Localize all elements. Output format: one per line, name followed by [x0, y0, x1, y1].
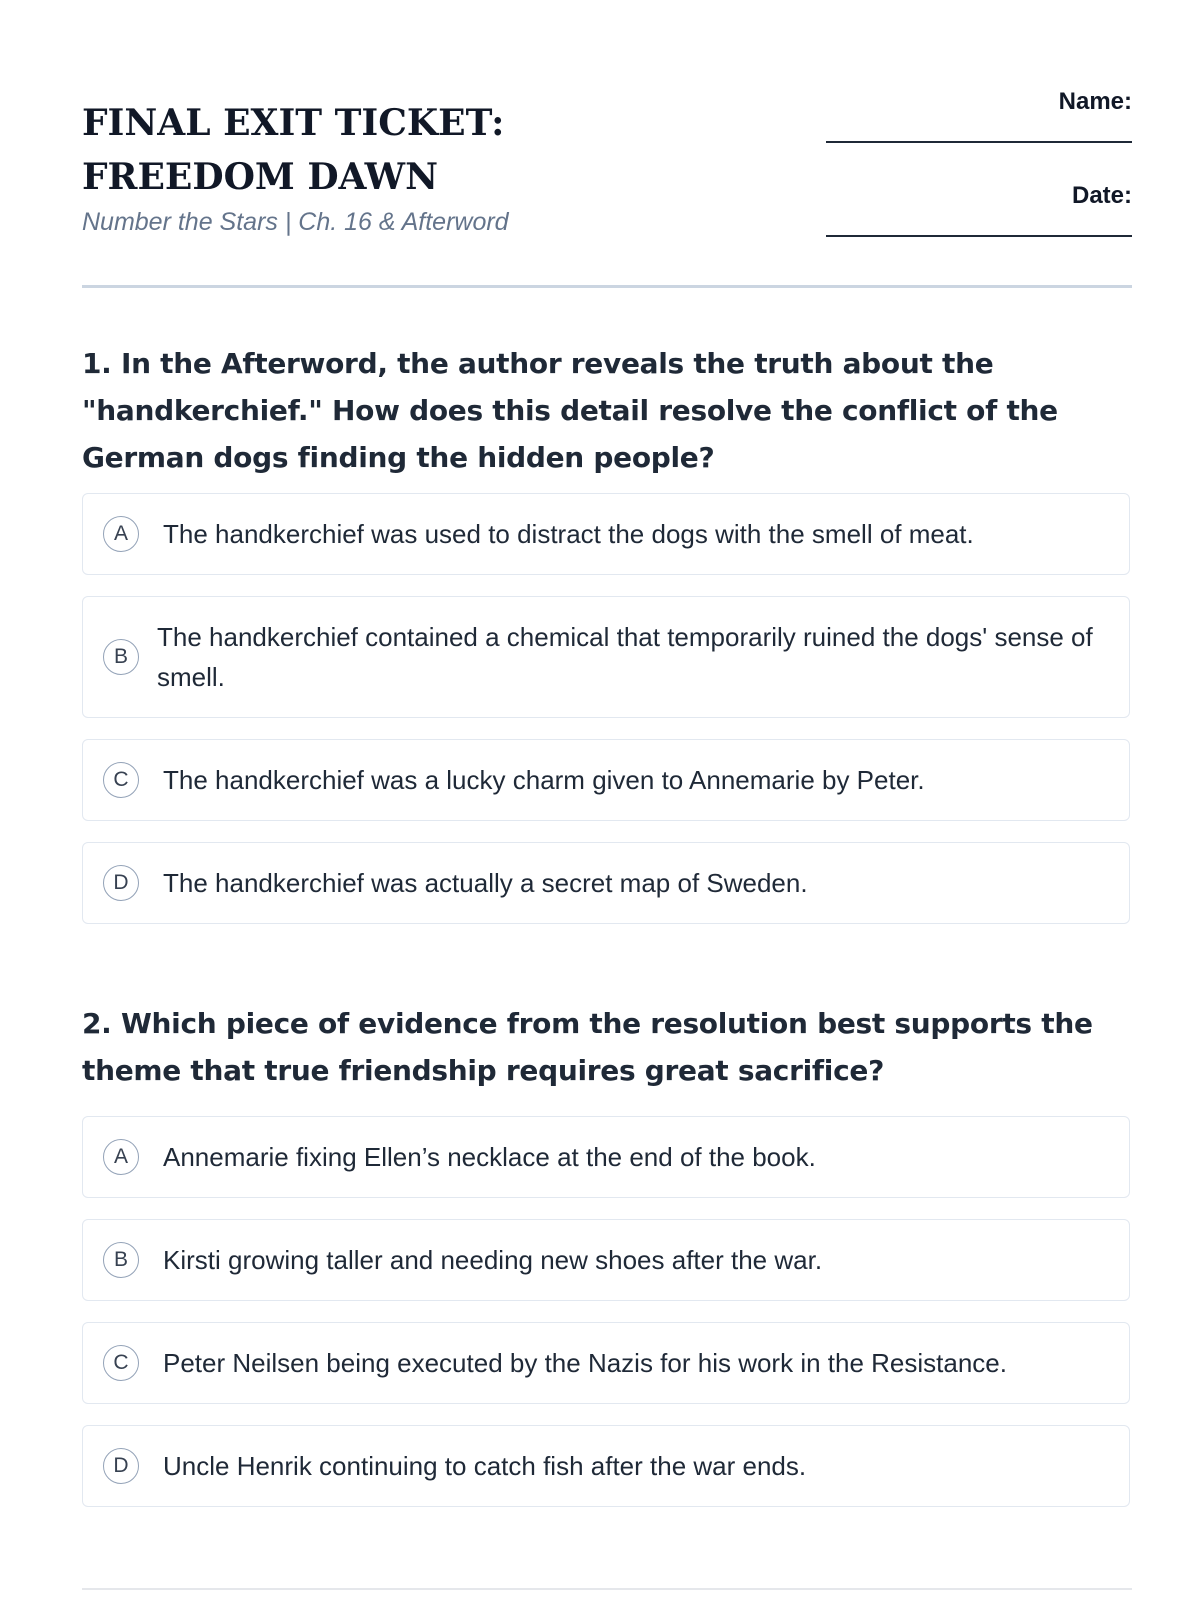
footer-divider — [82, 1588, 1132, 1590]
option-letter-badge: A — [103, 1139, 139, 1175]
worksheet-header — [82, 0, 1132, 288]
question-2-option-a[interactable] — [82, 1116, 1130, 1198]
date-field — [826, 181, 1132, 237]
option-letter-badge: D — [103, 1448, 139, 1484]
option-letter-badge: C — [103, 1345, 139, 1381]
option-text: The handkerchief was used to distract the dogs with the smell of meat. — [163, 519, 974, 549]
option-letter-badge: D — [103, 865, 139, 901]
question-1-option-c[interactable] — [82, 739, 1130, 821]
question-1-option-d[interactable] — [82, 842, 1130, 924]
question-2 — [82, 1000, 1132, 1481]
name-label: Name: — [1058, 88, 1132, 115]
question-2-option-b[interactable] — [82, 1219, 1130, 1301]
worksheet-title: FINAL EXIT TICKET: FREEDOM DAWN — [82, 102, 505, 198]
option-letter-badge: C — [103, 762, 139, 798]
option-letter-badge: B — [103, 639, 139, 675]
name-write-line[interactable] — [826, 141, 1132, 143]
exit-ticket-page — [82, 0, 1132, 1481]
option-text: The handkerchief was a lucky charm given to Annemarie by Peter. — [163, 765, 925, 795]
question-1-option-a[interactable] — [82, 493, 1130, 575]
date-label: Date: — [1071, 182, 1132, 209]
question-2-option-c[interactable] — [82, 1322, 1130, 1404]
option-text: Annemarie fixing Ellen’s necklace at the end of the book. — [163, 1142, 816, 1172]
date-write-line[interactable] — [826, 235, 1132, 237]
option-text: Kirsti growing taller and needing new shoes after the war. — [163, 1245, 823, 1275]
option-text: Uncle Henrik continuing to catch fish after the war ends. — [163, 1451, 807, 1481]
option-letter-badge: A — [103, 516, 139, 552]
question-1-option-b[interactable] — [82, 596, 1130, 718]
question-2-text: 2. Which piece of evidence from the resolution best supports the theme that true friendship requires great sacrifice? — [82, 1007, 1093, 1087]
worksheet-subtitle: Number the Stars | Ch. 16 & Afterword — [82, 208, 509, 236]
option-text: Peter Neilsen being executed by the Nazis for his work in the Resistance. — [163, 1348, 1007, 1378]
question-1 — [82, 340, 1132, 898]
option-text: The handkerchief was actually a secret map of Sweden. — [163, 868, 808, 898]
question-1-text: 1. In the Afterword, the author reveals the truth about the "handkerchief." How does this detail resolve the conflict of the German dogs finding the hidden people? — [82, 347, 1058, 474]
option-text: The handkerchief contained a chemical that temporarily ruined the dogs' sense of smell. — [157, 622, 1093, 692]
question-2-option-d[interactable] — [82, 1425, 1130, 1507]
option-letter-badge: B — [103, 1242, 139, 1278]
name-field — [826, 87, 1132, 143]
